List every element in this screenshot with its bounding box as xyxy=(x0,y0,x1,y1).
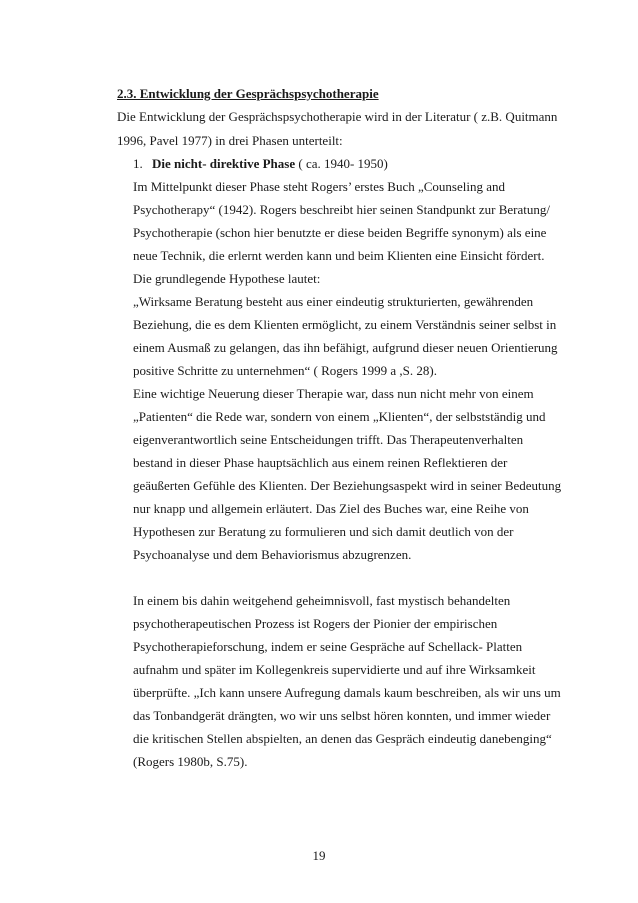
body-line: einem Ausmaß zu gelangen, das ihn befähigt, aufgrund dieser neuen Orientierung xyxy=(133,340,558,355)
section-heading: 2.3. Entwicklung der Gesprächspsychotherapie xyxy=(117,86,379,101)
list-item-title: Die nicht- direktive Phase xyxy=(152,156,296,171)
body-line: geäußerten Gefühle des Klienten. Der Beziehungsaspekt wird in seiner Bedeutung xyxy=(133,478,562,493)
paragraph-line: In einem bis dahin weitgehend geheimnisvoll, fast mystisch behandelten xyxy=(133,593,511,608)
body-line: Die grundlegende Hypothese lautet: xyxy=(133,271,321,286)
body-line: Psychotherapy“ (1942). Rogers beschreibt hier seinen Standpunkt zur Beratung/ xyxy=(133,202,550,217)
list-item-phase-1 xyxy=(133,156,388,172)
body-line: neue Technik, die erlernt werden kann und beim Klienten eine Einsicht fördert. xyxy=(133,248,545,263)
list-item-number: 1. xyxy=(133,156,143,171)
body-line: Hypothesen zur Beratung zu formulieren und sich damit deutlich von der xyxy=(133,524,514,539)
list-item-suffix: ( ca. 1940- 1950) xyxy=(295,156,388,171)
body-line: eigenverantwortlich seine Entscheidungen trifft. Das Therapeutenverhalten xyxy=(133,432,524,447)
body-line: „Wirksame Beratung besteht aus einer eindeutig strukturierten, gewährenden xyxy=(133,294,534,309)
paragraph-line: überprüfte. „Ich kann unsere Aufregung damals kaum beschreiben, als wir uns um xyxy=(133,685,561,700)
paragraph-line: aufnahm und später im Kollegenkreis supervidierte und auf ihre Wirksamkeit xyxy=(133,662,536,677)
body-line: bestand in dieser Phase hauptsächlich aus einem reinen Reflektieren der xyxy=(133,455,508,470)
paragraph-line: psychotherapeutischen Prozess ist Rogers der Pionier der empirischen xyxy=(133,616,498,631)
body-line: Eine wichtige Neuerung dieser Therapie war, dass nun nicht mehr von einem xyxy=(133,386,534,401)
body-line: positive Schritte zu unternehmen“ ( Rogers 1999 a ,S. 28). xyxy=(133,363,437,378)
paragraph-line: Psychotherapieforschung, indem er seine Gespräche auf Schellack- Platten xyxy=(133,639,523,654)
page-number: 19 xyxy=(312,848,326,863)
paragraph-line: (Rogers 1980b, S.75). xyxy=(133,754,248,769)
intro-line: 1996, Pavel 1977) in drei Phasen unterteilt: xyxy=(117,133,343,148)
body-line: Im Mittelpunkt dieser Phase steht Rogers’ erstes Buch „Counseling and xyxy=(133,179,505,194)
body-line: Psychotherapie (schon hier benutzte er diese beiden Begriffe synonym) als eine xyxy=(133,225,547,240)
paragraph-line: die kritischen Stellen abspielten, an denen das Gespräch eindeutig danebenging“ xyxy=(133,731,552,746)
body-line: Psychoanalyse und dem Behaviorismus abzugrenzen. xyxy=(133,547,412,562)
body-line: Beziehung, die es dem Klienten ermöglicht, zu einem Verständnis seiner selbst in xyxy=(133,317,557,332)
body-line: nur knapp und allgemein erläutert. Das Ziel des Buches war, eine Reihe von xyxy=(133,501,529,516)
intro-line: Die Entwicklung der Gesprächspsychotherapie wird in der Literatur ( z.B. Quitmann xyxy=(117,109,558,124)
paragraph-line: das Tonbandgerät drängten, wo wir uns selbst hören konnten, und immer wieder xyxy=(133,708,551,723)
body-line: „Patienten“ die Rede war, sondern von einem „Klienten“, der selbstständig und xyxy=(133,409,546,424)
